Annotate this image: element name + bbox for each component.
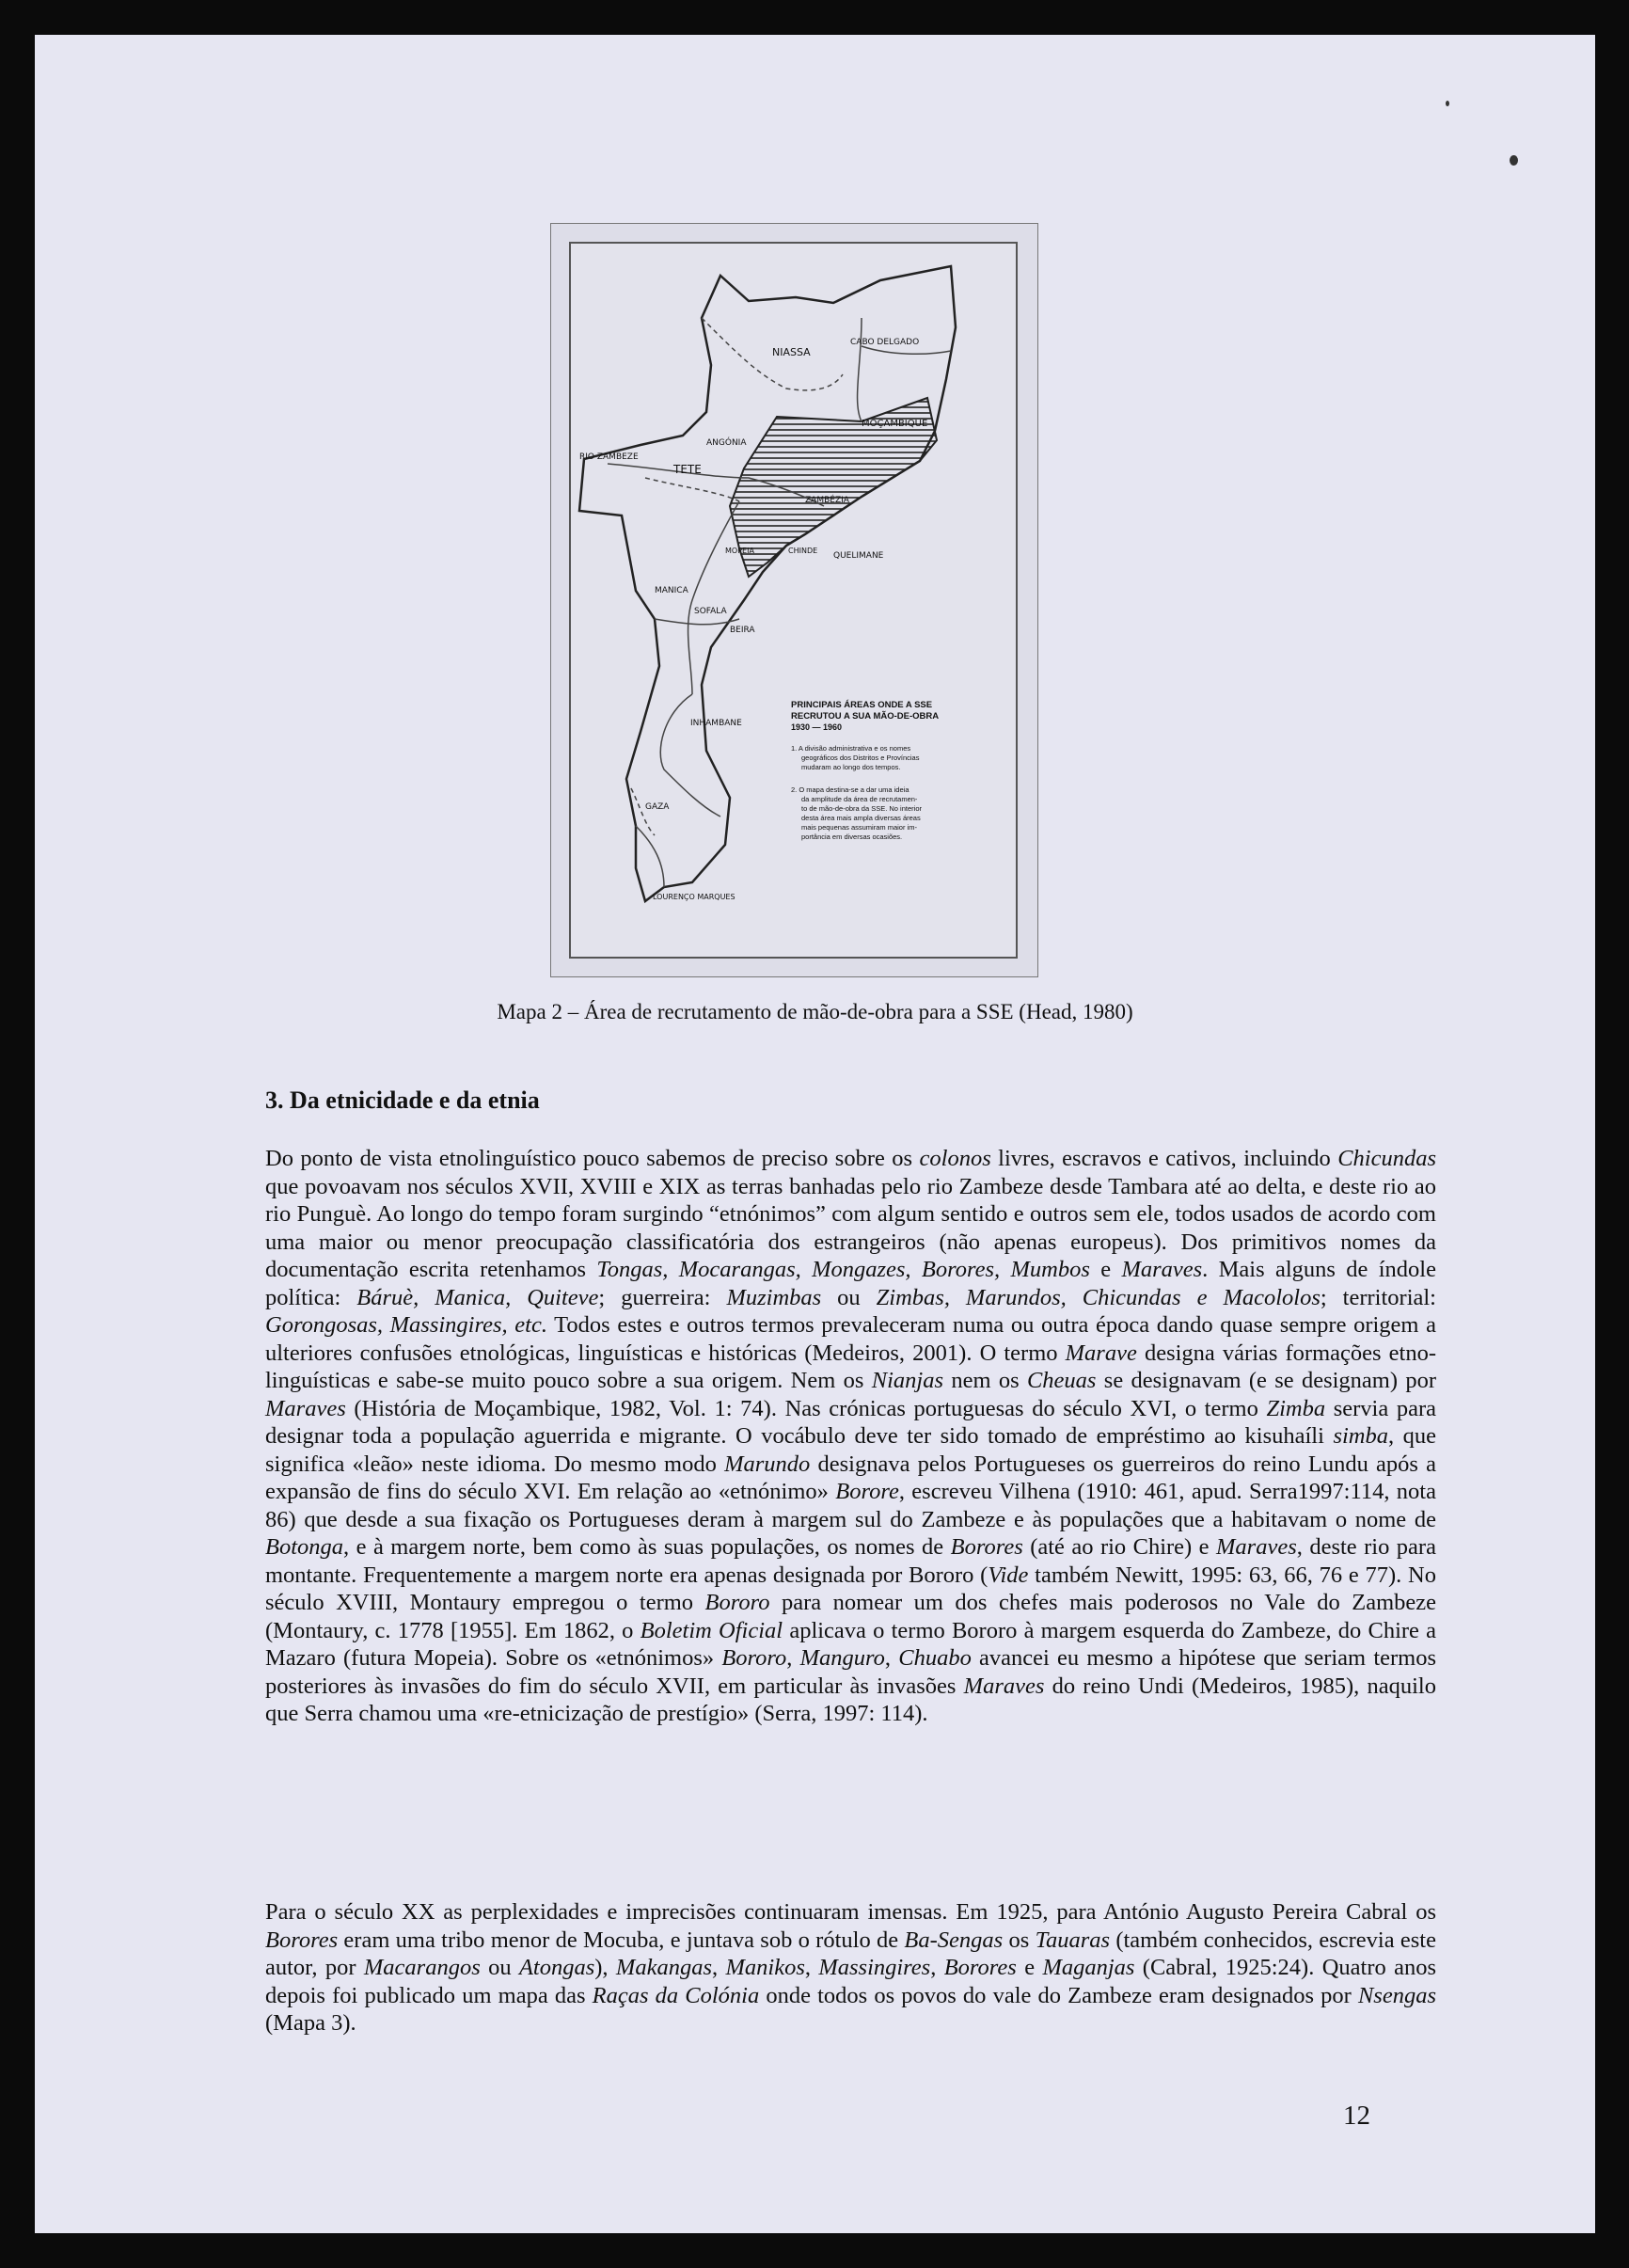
map-label: ZAMBÉZIA (805, 496, 849, 505)
map-label: MANICA (655, 586, 688, 595)
map-label: NIASSA (772, 346, 811, 358)
map-label: GAZA (645, 802, 670, 812)
speck (1510, 155, 1518, 166)
legend-note: mais pequenas assumiram maior im- (801, 823, 917, 832)
map-figure (550, 223, 1038, 977)
body-paragraph: Do ponto de vista etnolinguístico pouco sabemos de preciso sobre os colonos livres, escravos e cativos, incluindo Chicundas que povoavam nos séculos XVII, XVIII e XIX as terras banhadas pelo rio Zambeze desde Tambara até ao delta, e deste rio ao rio Punguè. Ao longo do tempo foram surgindo “etnónimos” com algum sentido e outros sem ele, todos usados de acordo com uma maior ou menor preocupação classificatória dos estrangeiros (não apenas europeus). Dos primitivos nomes da documentação escrita retenhamos Tongas, Mocarangas, Mongazes, Borores, Mumbos e Maraves. Mais alguns de índole política: Báruè, Manica, Quiteve; guerreira: Muzimbas ou Zimbas, Marundos, Chicundas e Macololos; territorial: Gorongosas, Massingires, etc. Todos estes e outros termos prevaleceram numa ou outra época dando quase sempre origem a ulteriores confusões etnológicas, linguísticas e históricas (Medeiros, 2001). O termo Marave designa várias formações etno-linguísticas e sabe-se muito pouco sobre a sua origem. Nem os Nianjas nem os Cheuas se designavam (e se designam) por Maraves (História de Moçambique, 1982, Vol. 1: 74). Nas crónicas portuguesas do século XVI, o termo Zimba servia para designar toda a população aguerrida e migrante. O vocábulo deve ter sido tomado de empréstimo ao kisuhaíli simba, que significa «leão» neste idioma. Do mesmo modo Marundo designava pelos Portugueses os guerreiros do reino Lundu após a expansão de fins do século XVI. Em relação ao «etnónimo» Borore, escreveu Vilhena (1910: 461, apud. Serra1997:114, nota 86) que desde a sua fixação os Portugueses deram à margem sul do Zambeze e às populações que a habitavam o nome de Botonga, e à margem norte, bem como às suas populações, os nomes de Borores (até ao rio Chire) e Maraves, deste rio para montante. Frequentemente a margem norte era apenas designada por Bororo (Vide também Newitt, 1995: 63, 66, 76 e 77). No século XVIII, Montaury empregou o termo Bororo para nomear um dos chefes mais poderosos no Vale do Zambeze (Montaury, c. 1778 [1955]. Em 1862, o Boletim Oficial aplicava o termo Bororo à margem esquerda do Zambeze, do Chire a Mazaro (futura Mopeia). Sobre os «etnónimos» Bororo, Manguro, Chuabo avancei eu mesmo a hipótese que seriam termos posteriores às invasões do fim do século XVII, em particular às invasões Maraves do reino Undi (Medeiros, 1985), naquilo que Serra chamou uma «re-etnicização de prestígio» (Serra, 1997: 114). (265, 1146, 1437, 1726)
speck (1446, 101, 1449, 106)
map-label: QUELIMANE (833, 551, 884, 561)
page-number: 12 (1343, 2101, 1370, 2131)
legend-note: desta área mais ampla diversas áreas (801, 814, 921, 822)
legend-note: 1. A divisão administrativa e os nomes (791, 744, 911, 753)
document-page (35, 35, 1595, 2233)
body-paragraph: Para o século XX as perplexidades e imprecisões continuaram imensas. Em 1925, para António Augusto Pereira Cabral os Borores eram uma tribo menor de Mocuba, e juntava sob o rótulo de Ba-Sengas os Tauaras (também conhecidos, escrevia este autor, por Macarangos ou Atongas), Makangas, Manikos, Massingires, Borores e Maganjas (Cabral, 1925:24). Quatro anos depois foi publicado um mapa das Raças da Colónia onde todos os povos do vale do Zambeze eram designados por Nsengas (Mapa 3). (265, 1899, 1436, 2036)
legend-note: portância em diversas ocasiões. (801, 833, 903, 841)
legend-note: mudaram ao longo dos tempos. (801, 763, 901, 771)
map-label: BEIRA (730, 626, 755, 635)
section-heading: 3. Da etnicidade e da etnia (265, 1086, 540, 1114)
legend-note: to de mão-de-obra da SSE. No interior (801, 804, 922, 813)
mozambique-map (551, 224, 1037, 976)
map-label: RIO ZAMBEZE (579, 452, 639, 462)
legend-note: 2. O mapa destina-se a dar uma ideia (791, 785, 909, 794)
legend-title: PRINCIPAIS ÁREAS ONDE A SSE (791, 700, 933, 710)
legend-title: 1930 — 1960 (791, 722, 843, 732)
map-label: LOURENÇO MARQUES (653, 893, 735, 901)
map-label: SOFALA (694, 607, 727, 616)
legend-note: geográficos dos Distritos e Províncias (801, 753, 920, 762)
legend-title: RECRUTOU A SUA MÃO-DE-OBRA (791, 711, 940, 722)
map-label: CABO DELGADO (850, 338, 920, 347)
map-label: TETE (673, 463, 702, 476)
map-label: MOÇAMBIQUE (862, 419, 928, 429)
map-label: INHAMBANE (690, 719, 742, 728)
map-label: ANGÓNIA (706, 438, 747, 448)
figure-caption: Mapa 2 – Área de recrutamento de mão-de-obra para a SSE (Head, 1980) (497, 1000, 1133, 1023)
map-label: MOPEIA (725, 547, 754, 555)
legend-note: da amplitude da área de recrutamen- (801, 795, 918, 803)
map-label: CHINDE (788, 547, 818, 555)
